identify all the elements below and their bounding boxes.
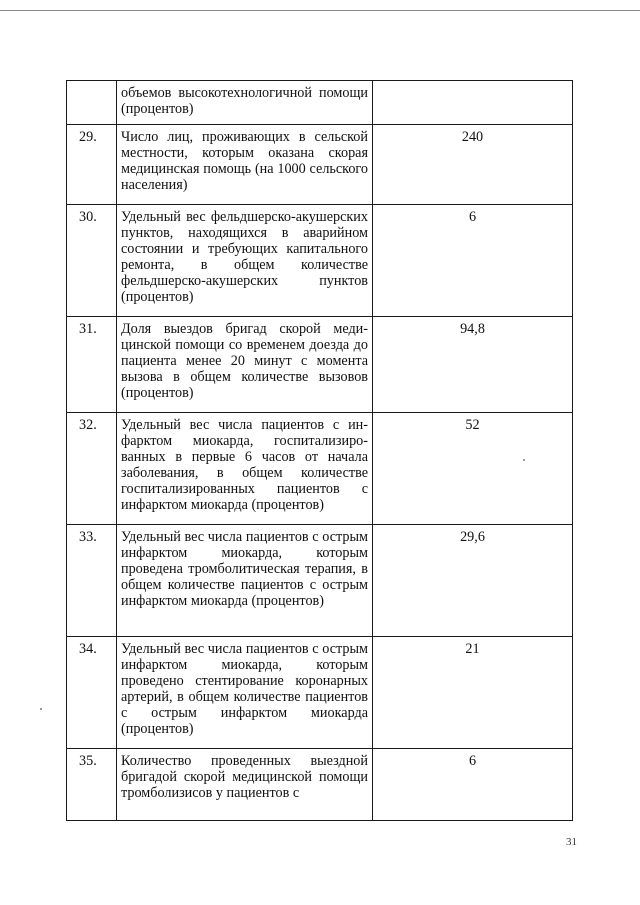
indicator-description: Удельный вес числа пациентов с острым инфарктом миокарда, которым проведено стентирование коронарных артерий, в общем количестве пациентов с острым инфарктом миокарда (процентов) xyxy=(117,637,373,749)
row-number: 34. xyxy=(67,637,117,749)
indicator-value: 52 xyxy=(373,413,573,525)
row-number: 33. xyxy=(67,525,117,637)
table-row xyxy=(67,205,573,317)
indicator-value: 21 xyxy=(373,637,573,749)
indicator-description: Удельный вес числа пациентов с инфарктом миокарда, госпитализированных в первые 6 часов от начала заболевания, в общем количестве госпитализированных пациентов с инфарктом миокарда (процентов) xyxy=(117,413,373,525)
table-row xyxy=(67,81,573,125)
scan-speck xyxy=(523,459,525,461)
row-number: 30. xyxy=(67,205,117,317)
indicator-description: Удельный вес фельдшерско-акушерских пунктов, находящихся в аварийном состоянии и требующих капитального ремонта, в общем количестве фельдшерско-акушерских пунктов (процентов) xyxy=(117,205,373,317)
table-row xyxy=(67,413,573,525)
indicator-value xyxy=(373,81,573,125)
table-row xyxy=(67,525,573,637)
indicator-value: 6 xyxy=(373,205,573,317)
table-row xyxy=(67,125,573,205)
page-number: 31 xyxy=(566,836,577,848)
indicator-description: Количество проведенных выездной бригадой скорой медицинской помощи тромболизисов у пациентов с xyxy=(117,749,373,821)
indicator-value: 240 xyxy=(373,125,573,205)
row-number: 31. xyxy=(67,317,117,413)
indicator-description: Число лиц, проживающих в сельской местности, которым оказана скорая медицинская помощь (на 1000 сельского населения) xyxy=(117,125,373,205)
indicator-description: Удельный вес числа пациентов с острым инфарктом миокарда, которым проведена тромболитическая терапия, в общем количестве пациентов с острым инфарктом миокарда (процентов) xyxy=(117,525,373,637)
indicator-description: Доля выездов бригад скорой медицинской помощи со временем доезда до пациента менее 20 минут с момента вызова в общем количестве вызовов (процентов) xyxy=(117,317,373,413)
row-number: 35. xyxy=(67,749,117,821)
table-row xyxy=(67,749,573,821)
table-row xyxy=(67,317,573,413)
indicator-value: 29,6 xyxy=(373,525,573,637)
indicator-value: 94,8 xyxy=(373,317,573,413)
indicator-value: 6 xyxy=(373,749,573,821)
indicators-table xyxy=(66,80,573,821)
indicator-description: объемов высокотехнологичной помощи (процентов) xyxy=(117,81,373,125)
table-row xyxy=(67,637,573,749)
scan-speck xyxy=(40,708,42,710)
row-number xyxy=(67,81,117,125)
row-number: 29. xyxy=(67,125,117,205)
row-number: 32. xyxy=(67,413,117,525)
scan-edge-line xyxy=(0,10,640,11)
